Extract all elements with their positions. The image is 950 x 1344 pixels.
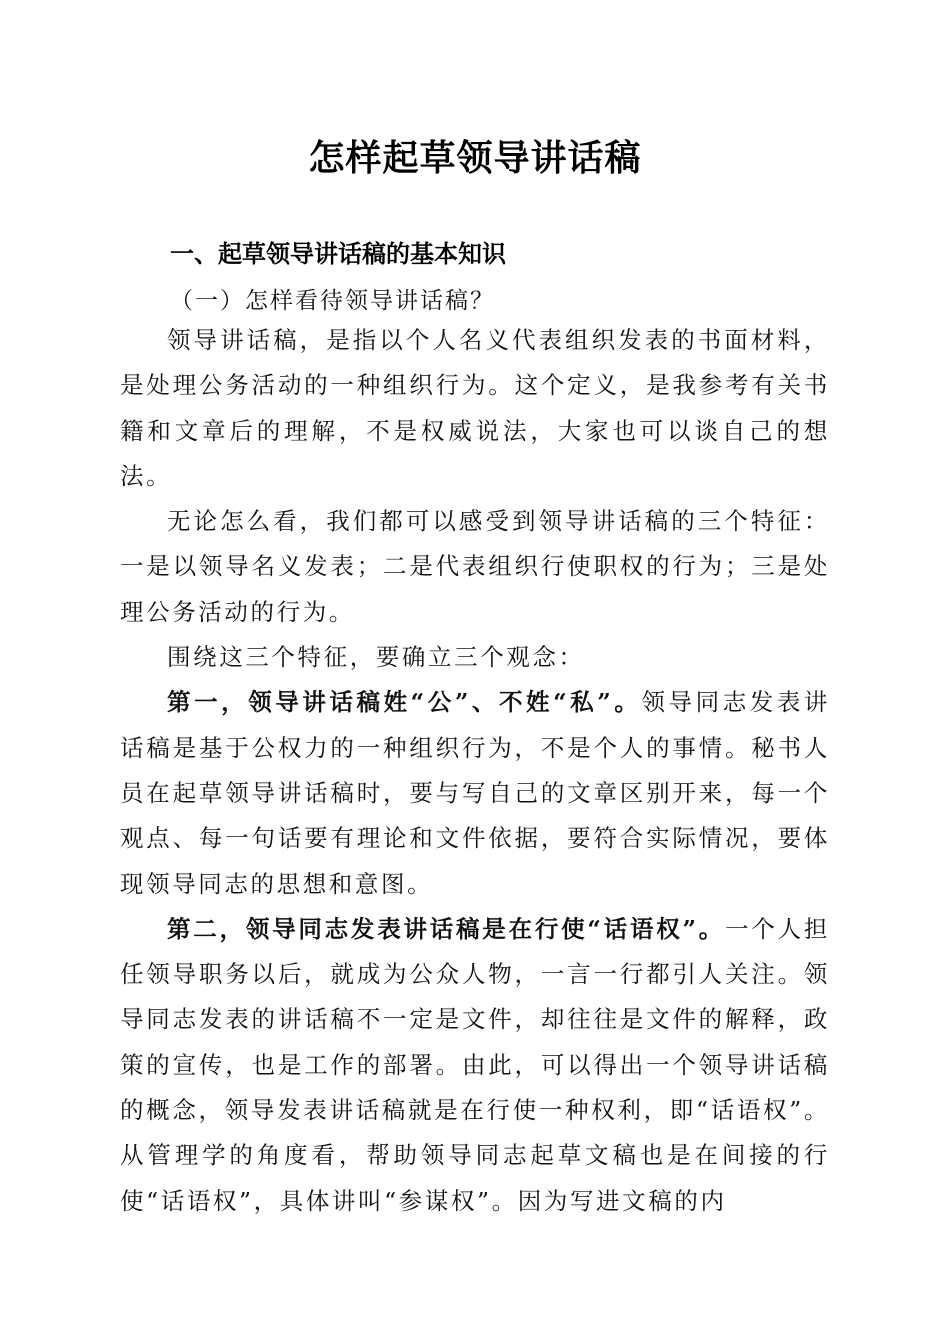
paragraph-lead: 第二，领导同志发表讲话稿是在行使“话语权”。 (167, 914, 726, 943)
document-title: 怎样起草领导讲话稿 (308, 137, 642, 179)
paragraph-text: 一个人担任领导职务以后，就成为公众人物，一言一行都引人关注。领导同志发表的讲话稿不一定是文件，却往往是文件的解释，政策的宣传，也是工作的部署。由此，可以得出一个领导讲话稿的概念，领导发表讲话稿就是在行使一种权利，即“话语权”。从管理学的角度看，帮助领导同志起草文稿也是在间接的行使“话语权”，具体讲叫“参谋权”。因为写进文稿的内 (120, 914, 831, 1215)
document-body (120, 318, 830, 1224)
section-heading: 一、起草领导讲话稿的基本知识 (170, 240, 506, 268)
paragraph (120, 318, 830, 499)
paragraph-text: 领导讲话稿，是指以个人名义代表组织发表的书面材料，是处理公务活动的一种组织行为。这个定义，是我参考有关书籍和文章后的理解，不是权威说法，大家也可以谈自己的想法。 (120, 326, 830, 490)
paragraph (120, 635, 830, 680)
paragraph (120, 680, 830, 906)
subsection-heading: （一）怎样看待领导讲话稿？ (170, 288, 495, 314)
paragraph (120, 907, 830, 1224)
paragraph-text: 领导同志发表讲话稿是基于公权力的一种组织行为，不是个人的事情。秘书人员在起草领导讲话稿时，要与写自己的文章区别开来，每一个观点、每一句话要有理论和文件依据，要符合实际情况，要体现领导同志的思想和意图。 (120, 688, 831, 898)
paragraph-text: 围绕这三个特征，要确立三个观念： (167, 643, 585, 672)
paragraph (120, 499, 830, 635)
paragraph-lead: 第一，领导讲话稿姓“公”、不姓“私”。 (167, 688, 642, 717)
paragraph-text: 无论怎么看，我们都可以感受到领导讲话稿的三个特征：一是以领导名义发表；二是代表组织行使职权的行为；三是处理公务活动的行为。 (120, 507, 830, 626)
